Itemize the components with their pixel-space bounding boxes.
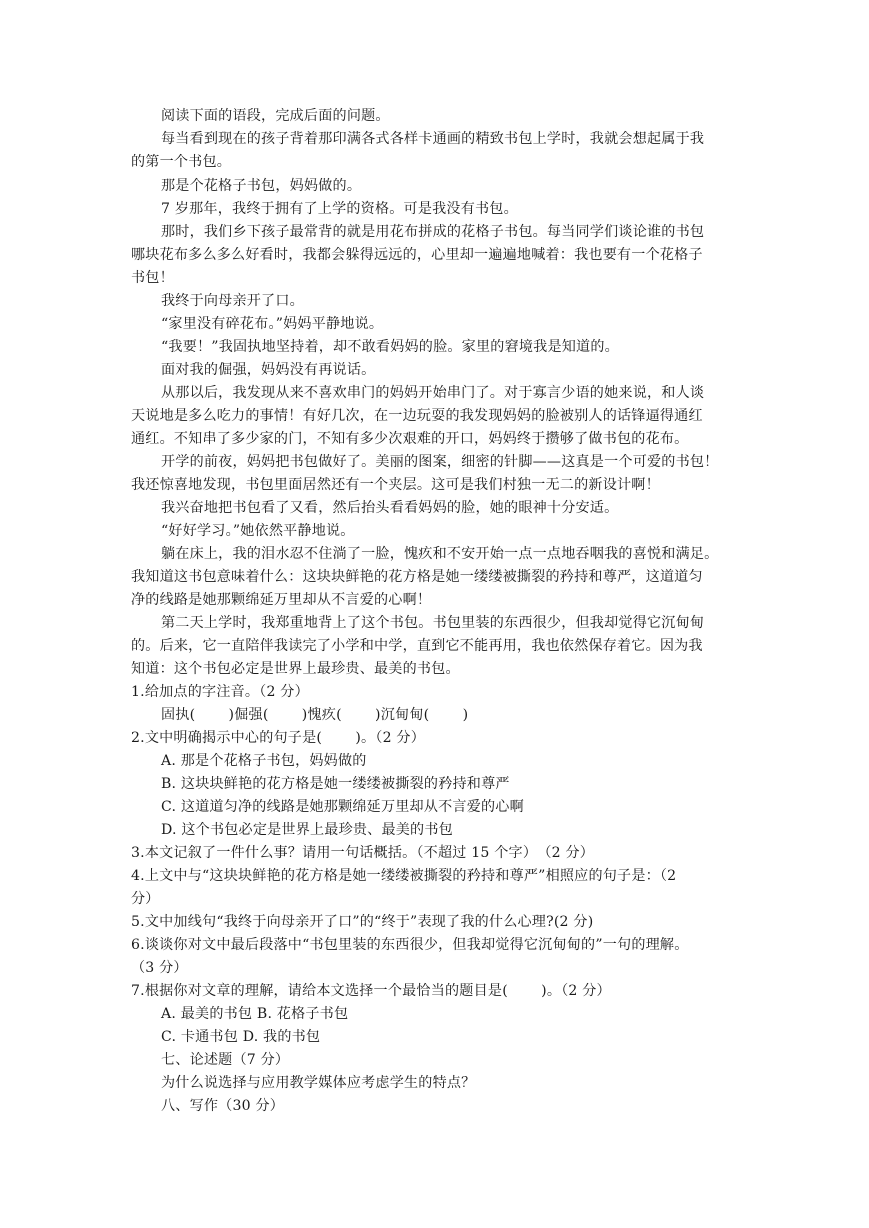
section-8-heading: 八、写作（30 分）	[161, 1098, 285, 1114]
paragraph-line: 每当看到现在的孩子背着那印满各式各样卡通画的精致书包上学时，我就会想起属于我	[161, 131, 705, 147]
question-3: 3.本文记叙了一件什么事？请用一句话概括。（不超过 15 个字） （2 分）	[131, 845, 595, 861]
question-6-cont: （3 分）	[131, 960, 188, 976]
reading-instruction: 阅读下面的语段，完成后面的问题。	[161, 108, 390, 124]
paragraph-line: “家里没有碎花布。”妈妈平静地说。	[161, 316, 384, 332]
question-2-option-b: B. 这块块鲜艳的花方格是她一缕缕被撕裂的矜持和尊严	[161, 776, 510, 792]
paragraph-line: 我兴奋地把书包看了又看，然后抬头看看妈妈的脸，她的眼神十分安适。	[161, 500, 619, 516]
paragraph-line: 哪块花布多么多么好看时，我都会躲得远远的，心里却一遍遍地喊着：我也要有一个花格子	[131, 247, 703, 263]
paragraph-line: 那是个花格子书包，妈妈做的。	[161, 178, 362, 194]
question-7-options-ab: A. 最美的书包 B. 花格子书包	[161, 1006, 349, 1022]
section-7-heading: 七、论述题（7 分）	[161, 1052, 290, 1068]
paragraph-line: 的。后来，它一直陪伴我读完了小学和中学，直到它不能再用，我也依然保存着它。因为我	[131, 638, 703, 654]
paragraph-line: 知道：这个书包必定是世界上最珍贵、最美的书包。	[131, 661, 460, 677]
paragraph-line: 我终于向母亲开了口。	[161, 293, 304, 309]
question-1: 1.给加点的字注音。（2 分）	[131, 684, 309, 700]
paragraph-line: 开学的前夜，妈妈把书包做好了。美丽的图案，细密的针脚——这真是一个可爱的书包！	[161, 454, 719, 470]
question-4: 4.上文中与“这块块鲜艳的花方格是她一缕缕被撕裂的矜持和尊严”相照应的句子是：（2	[131, 868, 677, 884]
question-7-options-cd: C. 卡通书包 D. 我的书包	[161, 1029, 321, 1045]
question-2-option-c: C. 这道道匀净的线路是她那颗绵延万里却从不言爱的心啊	[161, 799, 524, 815]
question-2-option-a: A. 那是个花格子书包，妈妈做的	[161, 753, 367, 769]
paragraph-line: 第二天上学时，我郑重地背上了这个书包。书包里装的东西很少，但我却觉得它沉甸甸	[161, 615, 705, 631]
question-2-option-d: D. 这个书包必定是世界上最珍贵、最美的书包	[161, 822, 453, 838]
paragraph-line: 从那以后，我发现从来不喜欢串门的妈妈开始串门了。对于寡言少语的她来说，和人谈	[161, 385, 705, 401]
paragraph-line: 书包！	[131, 270, 174, 286]
paragraph-line: 躺在床上，我的泪水忍不住淌了一脸，愧疚和不安开始一点一点地吞咽我的喜悦和满足。	[161, 546, 719, 562]
paragraph-line: 天说地是多么吃力的事情！有好几次，在一边玩耍的我发现妈妈的脸被别人的话锋逼得通红	[131, 408, 703, 424]
paragraph-line: 7 岁那年，我终于拥有了上学的资格。可是我没有书包。	[161, 201, 518, 217]
section-7-question: 为什么说选择与应用教学媒体应考虑学生的特点？	[161, 1075, 476, 1091]
paragraph-line: 那时，我们乡下孩子最常背的就是用花布拼成的花格子书包。每当同学们谈论谁的书包	[161, 224, 705, 240]
paragraph-line: “好好学习。”她依然平静地说。	[161, 523, 355, 539]
question-5: 5.文中加线句“我终于向母亲开了口”的“终于”表现了我的什么心理?(2 分)	[131, 914, 594, 930]
paragraph-line: 净的线路是她那颗绵延万里却从不言爱的心啊！	[131, 592, 432, 608]
paragraph-line: 面对我的倔强，妈妈没有再说话。	[161, 362, 376, 378]
paragraph-line: 我还惊喜地发现，书包里面居然还有一个夹层。这可是我们村独一无二的新设计啊！	[131, 477, 660, 493]
paragraph-line: 通红。不知串了多少家的门，不知有多少次艰难的开口，妈妈终于攒够了做书包的花布。	[131, 431, 689, 447]
paragraph-line: 的第一个书包。	[131, 154, 232, 170]
question-4-cont: 分）	[131, 891, 160, 907]
question-1-blanks: 固执( )倔强( )愧疚( )沉甸甸( )	[161, 707, 469, 723]
question-6: 6.谈谈你对文中最后段落中“书包里装的东西很少，但我却觉得它沉甸甸的”一句的理解。	[131, 937, 689, 953]
paragraph-line: 我知道这书包意味着什么：这块块鲜艳的花方格是她一缕缕被撕裂的矜持和尊严，这道道匀	[131, 569, 703, 585]
question-2: 2.文中明确揭示中心的句子是( )。（2 分）	[131, 730, 426, 746]
paragraph-line: “我要！”我固执地坚持着，却不敢看妈妈的脸。家里的窘境我是知道的。	[161, 339, 619, 355]
question-7: 7.根据你对文章的理解，请给本文选择一个最恰当的题目是( )。（2 分）	[131, 983, 611, 999]
